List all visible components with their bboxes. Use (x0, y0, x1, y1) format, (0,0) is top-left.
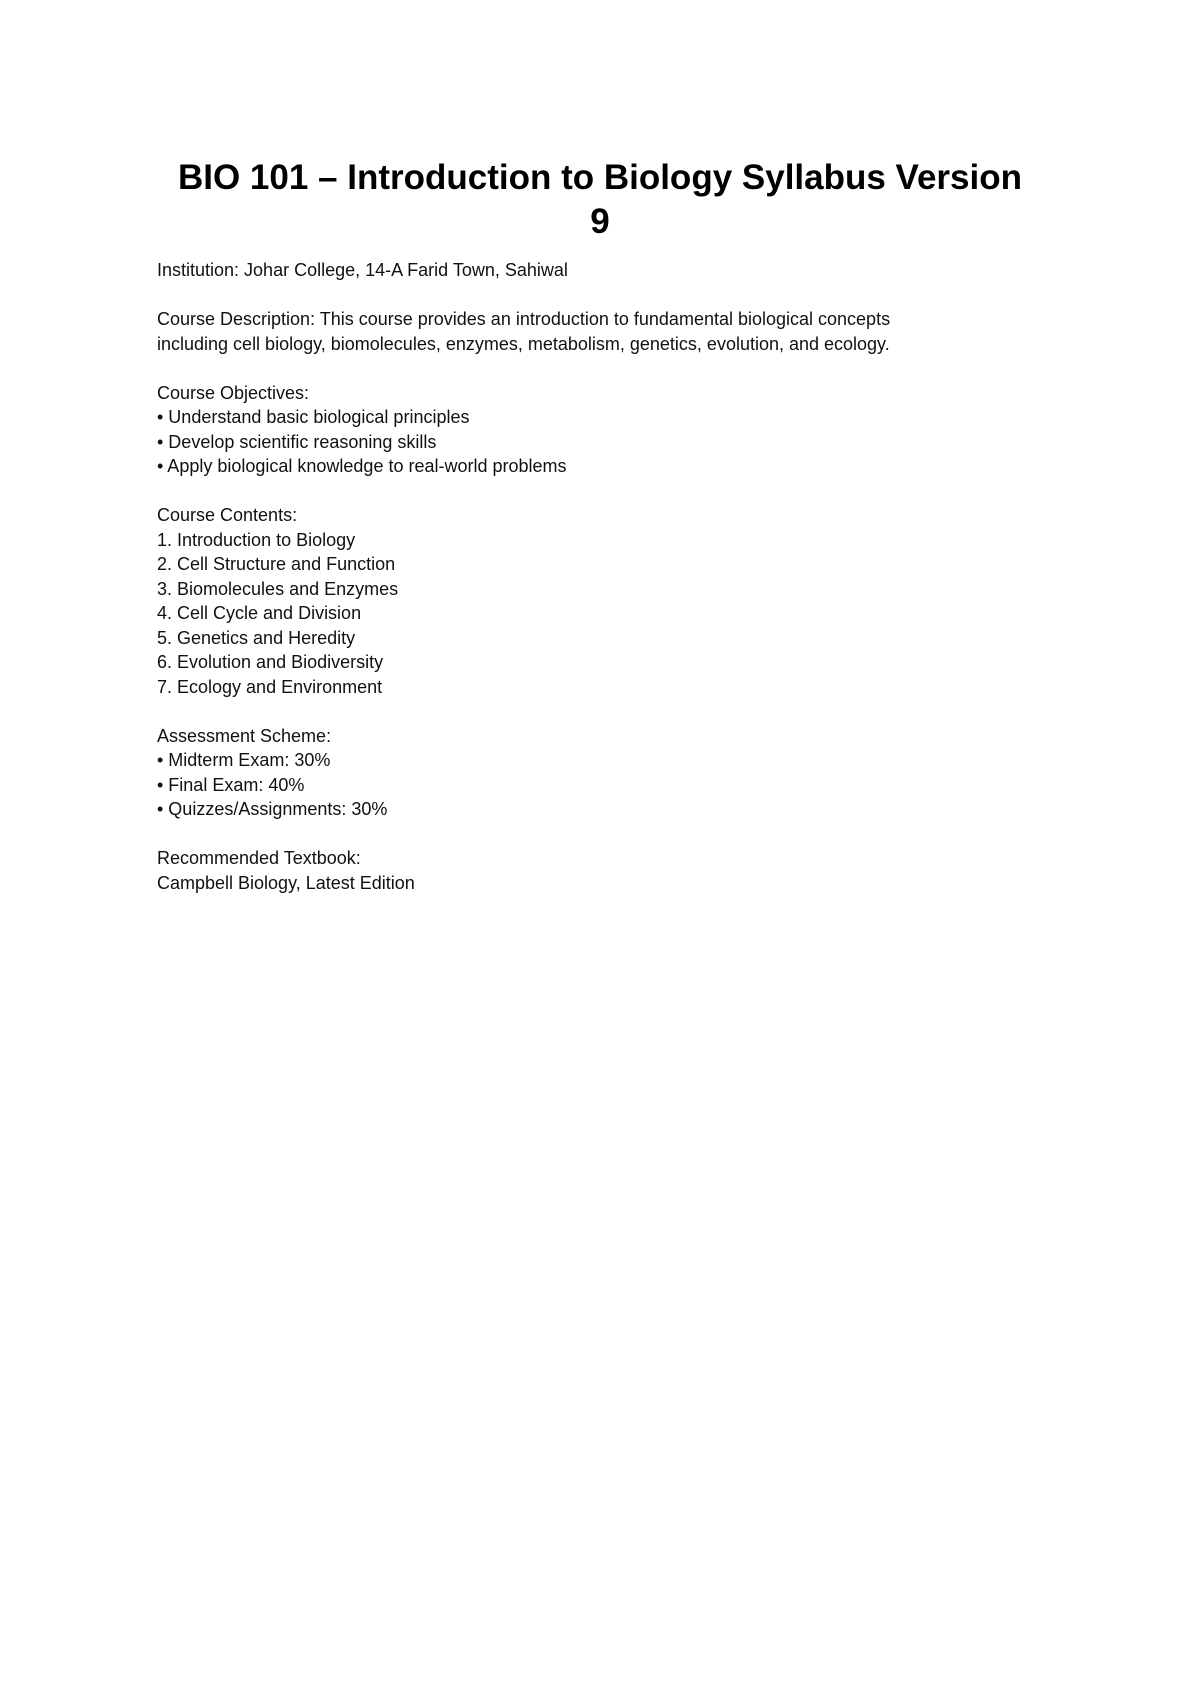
contents-section (157, 503, 1017, 699)
course-description-line-1: Course Description: This course provides an introduction to fundamental biological concepts (157, 309, 891, 329)
document-title (100, 156, 1100, 244)
objectives-section (157, 381, 1017, 479)
contents-item: 2. Cell Structure and Function (157, 554, 396, 574)
contents-heading: Course Contents: (157, 505, 298, 525)
textbook-heading: Recommended Textbook: (157, 848, 361, 868)
textbook-value: Campbell Biology, Latest Edition (157, 872, 415, 893)
contents-item: 3. Biomolecules and Enzymes (157, 578, 399, 599)
institution: Institution: Johar College, 14-A Farid Town, Sahiwal (157, 260, 568, 280)
document-body (157, 258, 1017, 895)
objective-item: • Apply biological knowledge to real-world problems (157, 456, 567, 476)
objective-item: • Understand basic biological principles (157, 407, 470, 427)
textbook-section (157, 846, 1017, 895)
title-line-2: 9 (590, 202, 610, 241)
contents-item: 5. Genetics and Heredity (157, 627, 356, 648)
objective-item: • Develop scientific reasoning skills (157, 431, 437, 452)
assessment-heading: Assessment Scheme: (157, 725, 332, 746)
assessment-section (157, 724, 1017, 822)
contents-item: 4. Cell Cycle and Division (157, 603, 362, 623)
objectives-heading: Course Objectives: (157, 382, 310, 403)
assessment-item: • Final Exam: 40% (157, 774, 305, 795)
contents-item: 1. Introduction to Biology (157, 529, 356, 550)
course-description-line-2: including cell biology, biomolecules, enzymes, metabolism, genetics, evolution, and ecology. (157, 333, 890, 354)
contents-item: 6. Evolution and Biodiversity (157, 652, 384, 672)
title-line-1: BIO 101 – Introduction to Biology Syllabus Version (177, 158, 1023, 197)
contents-item: 7. Ecology and Environment (157, 676, 383, 697)
assessment-item: • Midterm Exam: 30% (157, 750, 331, 770)
assessment-item: • Quizzes/Assignments: 30% (157, 799, 388, 819)
